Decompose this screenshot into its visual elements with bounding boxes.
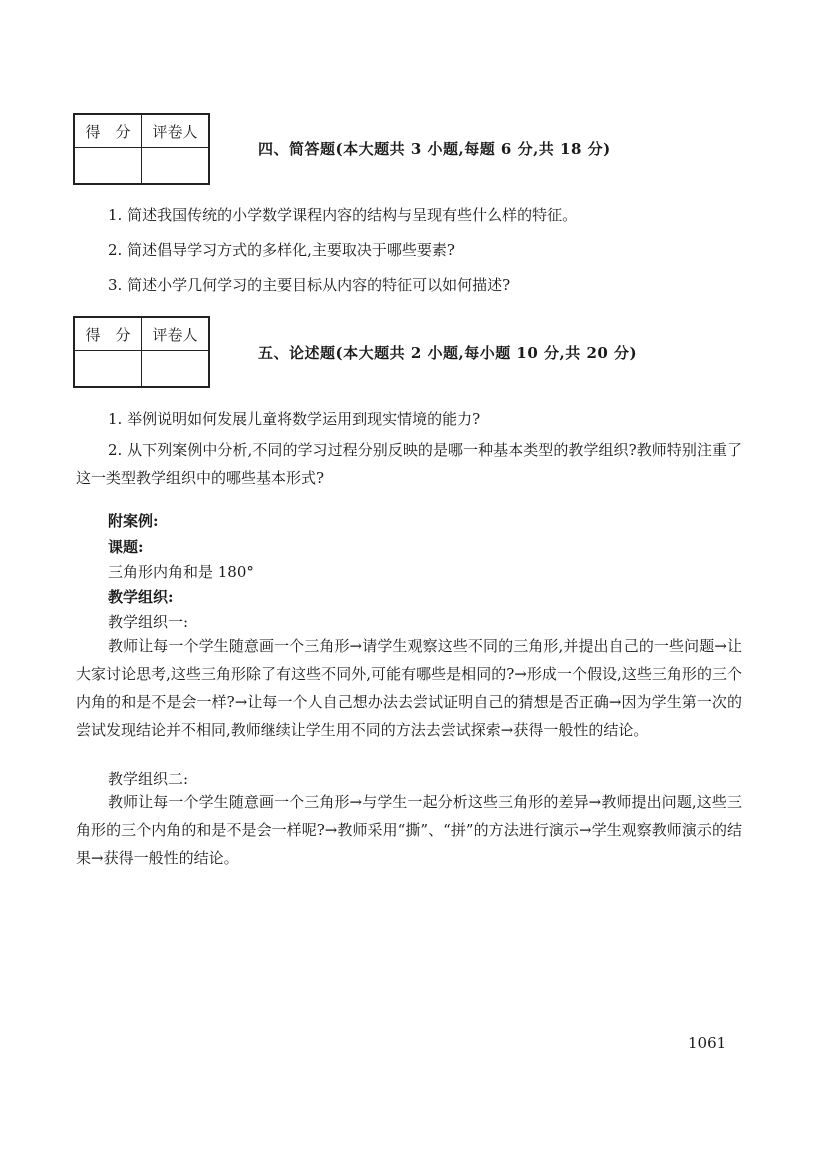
case-attach-label: 附案例: xyxy=(108,512,159,530)
grader-cell xyxy=(142,148,210,185)
case-org1-text: 教师让每一个学生随意画一个三角形→请学生观察这些不同的三角形,并提出自己的一些问题→让大家讨论思考,这些三角形除了有这些不同外,可能有哪些是相同的?→形成一个假设,这些三角形的三个内角的和是不是会一样?→让每一个人自己想办法去尝试证明自己的猜想是否正确→因为学生第一次的尝试发现结论并不相同,教师继续让学生用不同的方法去尝试探索→获得一般性的结论。 xyxy=(76,637,742,739)
grader-label: 评卷人 xyxy=(142,317,210,351)
case-org1-label: 教学组织一: xyxy=(108,613,189,631)
section5-title: 五、论述题(本大题共 2 小题,每小题 10 分,共 20 分) xyxy=(258,344,638,362)
score-label: 得 分 xyxy=(74,114,142,148)
grader-cell xyxy=(142,351,210,388)
section4-question-3: 3. 简述小学几何学习的主要目标从内容的特征可以如何描述? xyxy=(108,276,511,294)
section4-question-1: 1. 简述我国传统的小学数学课程内容的结构与呈现有些什么样的特征。 xyxy=(108,206,578,224)
case-org-label: 教学组织: xyxy=(108,588,174,606)
section5-question-1: 1. 举例说明如何发展儿童将数学运用到现实情境的能力? xyxy=(108,410,481,428)
page-number: 1061 xyxy=(688,1034,727,1052)
grader-label: 评卷人 xyxy=(142,114,210,148)
case-org2-label: 教学组织二: xyxy=(108,770,189,788)
score-box-section5 xyxy=(73,316,210,388)
score-box-section4 xyxy=(73,113,210,185)
score-cell xyxy=(74,351,142,388)
case-org2-text: 教师让每一个学生随意画一个三角形→与学生一起分析这些三角形的差异→教师提出问题,这些三角形的三个内角的和是不是会一样呢?→教师采用“撕”、“拼”的方法进行演示→学生观察教师演示的结果→获得一般性的结论。 xyxy=(76,793,742,867)
section5-question-2: 2. 从下列案例中分析,不同的学习过程分别反映的是哪一种基本类型的教学组织?教师特别注重了这一类型教学组织中的哪些基本形式? xyxy=(76,441,742,487)
case-topic: 三角形内角和是 180° xyxy=(108,563,254,581)
section4-question-2: 2. 简述倡导学习方式的多样化,主要取决于哪些要素? xyxy=(108,241,455,259)
score-label: 得 分 xyxy=(74,317,142,351)
score-cell xyxy=(74,148,142,185)
section4-title: 四、简答题(本大题共 3 小题,每题 6 分,共 18 分) xyxy=(258,140,611,158)
case-topic-label: 课题: xyxy=(108,538,144,556)
